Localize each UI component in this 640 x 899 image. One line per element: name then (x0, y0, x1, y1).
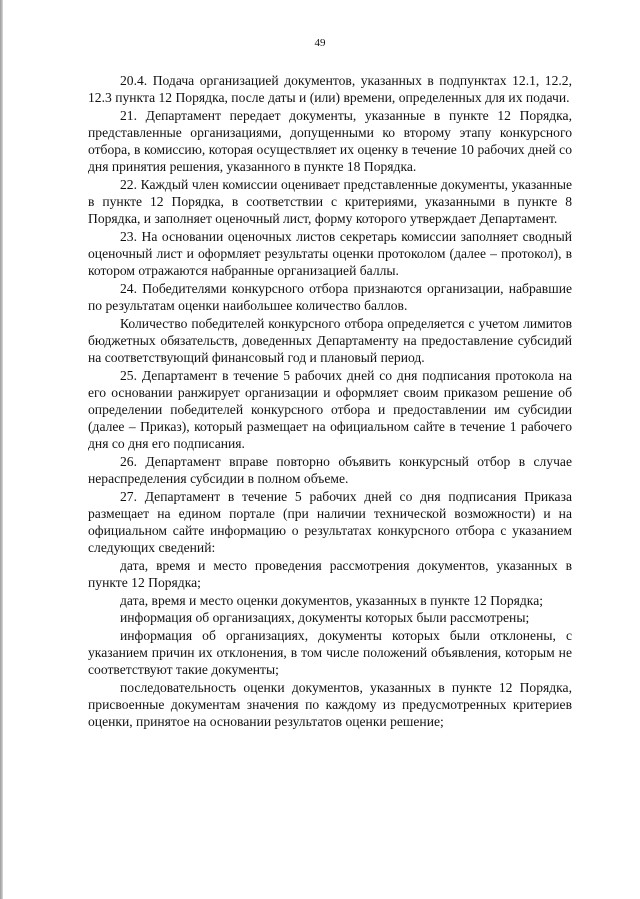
document-body (88, 72, 572, 731)
paragraph: дата, время и место проведения рассмотрения документов, указанных в пункте 12 Порядка; (88, 557, 572, 590)
paragraph: Количество победителей конкурсного отбора определяется с учетом лимитов бюджетных обязательств, доведенных Департаменту на предоставление субсидий на соответствующий финансовый год и плановый период. (88, 315, 572, 365)
paragraph: 23. На основании оценочных листов секретарь комиссии заполняет сводный оценочный лист и оформляет результаты оценки протоколом (далее – протокол), в котором отражаются набранные организацией баллы. (88, 228, 572, 279)
paragraph: 24. Победителями конкурсного отбора признаются организации, набравшие по результатам оценки наибольшее количество баллов. (88, 280, 572, 313)
paragraph: 21. Департамент передает документы, указанные в пункте 12 Порядка, представленные организациями, допущенными ко второму этапу конкурсного отбора, в комиссию, которая осуществляет их оценку в течение 10 рабочих дней со дня принятия решения, указанного в пункте 18 Порядка. (88, 107, 572, 175)
scan-edge-shadow (0, 0, 3, 899)
paragraph: 26. Департамент вправе повторно объявить конкурсный отбор в случае нераспределения субсидии в полном объеме. (88, 453, 572, 486)
paragraph: 25. Департамент в течение 5 рабочих дней со дня подписания протокола на его основании ранжирует организации и оформляет своим приказом решение об определении победителей конкурсного отбора и предоставлении им субсидии (далее – Приказ), который размещает на официальном сайте в течение 1 рабочего дня со дня его подписания. (88, 367, 572, 452)
paragraph: информация об организациях, документы которых были рассмотрены; (120, 610, 530, 626)
paragraph: 20.4. Подача организацией документов, указанных в подпунктах 12.1, 12.2, 12.3 пункта 12 Порядка, после даты и (или) времени, определенных для их подачи. (88, 73, 572, 106)
paragraph: 22. Каждый член комиссии оценивает представленные документы, указанные в пункте 12 Порядка, в соответствии с критериями, указанными в пункте 8 Порядка, и заполняет оценочный лист, форму которого утверждает Департамент. (88, 176, 572, 227)
paragraph: последовательность оценки документов, указанных в пункте 12 Порядка, присвоенные документам значения по каждому из предусмотренных критериев оценки, принятое на основании результатов оценки решение; (88, 680, 572, 730)
paragraph: 27. Департамент в течение 5 рабочих дней со дня подписания Приказа размещает на едином портале (при наличии технической возможности) и на официальном сайте информацию о результатах конкурсного отбора с указанием следующих сведений: (88, 488, 572, 556)
paragraph: дата, время и место оценки документов, указанных в пункте 12 Порядка; (120, 592, 544, 608)
paragraph: информация об организациях, документы которых были отклонены, с указанием причин их отклонения, в том числе положений объявления, которым не соответствуют такие документы; (88, 628, 572, 678)
page-number: 49 (314, 37, 326, 49)
